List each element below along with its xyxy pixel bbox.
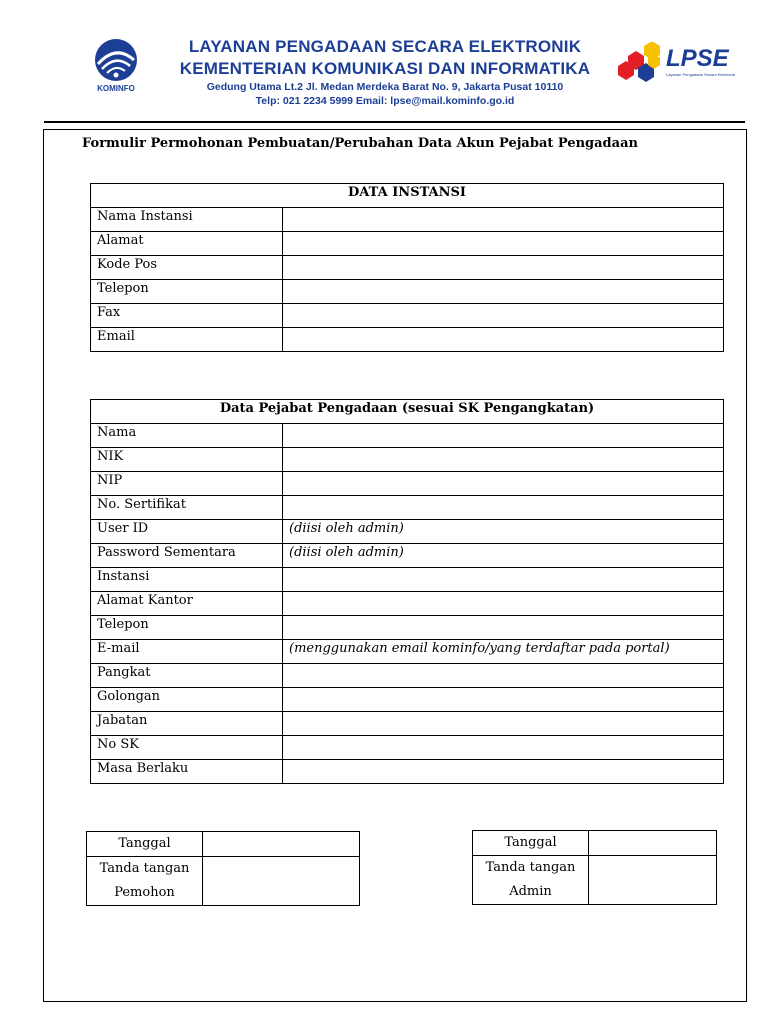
pejabat-row bbox=[91, 592, 724, 616]
pejabat-heading: Data Pejabat Pengadaan (sesuai SK Pengangkatan) bbox=[91, 400, 724, 424]
instansi-row bbox=[91, 328, 724, 352]
pejabat-row bbox=[91, 520, 724, 544]
admin-sign-label bbox=[473, 856, 589, 905]
instansi-label: Fax bbox=[91, 304, 283, 328]
admin-sign-label-line2: Admin bbox=[509, 884, 552, 899]
letterhead bbox=[0, 0, 768, 124]
instansi-row bbox=[91, 232, 724, 256]
form-title: Formulir Permohonan Pembuatan/Perubahan Data Akun Pejabat Pengadaan bbox=[82, 136, 638, 151]
pejabat-value-field[interactable] bbox=[283, 568, 724, 592]
pejabat-value-field[interactable]: (diisi oleh admin) bbox=[283, 544, 724, 568]
agency-address: Gedung Utama Lt.2 Jl. Medan Merdeka Barat No. 9, Jakarta Pusat 10110 bbox=[206, 81, 564, 93]
pejabat-label: Jabatan bbox=[91, 712, 283, 736]
pejabat-label: E-mail bbox=[91, 640, 283, 664]
instansi-table bbox=[90, 183, 724, 352]
pejabat-value-field[interactable] bbox=[283, 760, 724, 784]
instansi-value-field[interactable] bbox=[283, 208, 724, 232]
letterhead-text bbox=[160, 36, 610, 108]
pejabat-label: No SK bbox=[91, 736, 283, 760]
pejabat-value-field[interactable] bbox=[283, 664, 724, 688]
pejabat-label: Alamat Kantor bbox=[91, 592, 283, 616]
pejabat-value-field[interactable] bbox=[283, 736, 724, 760]
pejabat-label: Golongan bbox=[91, 688, 283, 712]
instansi-value-field[interactable] bbox=[283, 232, 724, 256]
admin-signature-field[interactable] bbox=[589, 856, 717, 905]
pejabat-row bbox=[91, 472, 724, 496]
pejabat-value-field[interactable]: (diisi oleh admin) bbox=[283, 520, 724, 544]
pejabat-row bbox=[91, 736, 724, 760]
pejabat-label: No. Sertifikat bbox=[91, 496, 283, 520]
instansi-row bbox=[91, 208, 724, 232]
pejabat-row bbox=[91, 616, 724, 640]
pejabat-label: NIK bbox=[91, 448, 283, 472]
admin-date-label: Tanggal bbox=[473, 831, 589, 856]
applicant-sign-label-line1: Tanda tangan bbox=[99, 861, 190, 876]
pejabat-row bbox=[91, 760, 724, 784]
instansi-label: Email bbox=[91, 328, 283, 352]
lpse-logo bbox=[614, 42, 740, 86]
pejabat-value-field[interactable] bbox=[283, 472, 724, 496]
instansi-row bbox=[91, 280, 724, 304]
applicant-date-label: Tanggal bbox=[87, 832, 203, 857]
instansi-label: Kode Pos bbox=[91, 256, 283, 280]
instansi-label: Nama Instansi bbox=[91, 208, 283, 232]
admin-date-field[interactable] bbox=[589, 831, 717, 856]
instansi-label: Telepon bbox=[91, 280, 283, 304]
applicant-sign-label-line2: Pemohon bbox=[114, 885, 175, 900]
pejabat-row bbox=[91, 496, 724, 520]
pejabat-row bbox=[91, 448, 724, 472]
pejabat-label: Masa Berlaku bbox=[91, 760, 283, 784]
instansi-value-field[interactable] bbox=[283, 280, 724, 304]
applicant-sign-label bbox=[87, 857, 203, 906]
pejabat-row bbox=[91, 688, 724, 712]
applicant-signature-table bbox=[86, 831, 360, 906]
pejabat-row bbox=[91, 664, 724, 688]
instansi-heading: DATA INSTANSI bbox=[91, 184, 724, 208]
instansi-value-field[interactable] bbox=[283, 304, 724, 328]
kominfo-logo bbox=[84, 38, 148, 96]
pejabat-label: Instansi bbox=[91, 568, 283, 592]
instansi-row bbox=[91, 256, 724, 280]
lpse-logo-subtext: Layanan Pengadaan Secara Elektronik bbox=[666, 72, 736, 77]
admin-sign-label-line1: Tanda tangan bbox=[485, 860, 576, 875]
pejabat-row bbox=[91, 640, 724, 664]
pejabat-label: Password Sementara bbox=[91, 544, 283, 568]
pejabat-label: User ID bbox=[91, 520, 283, 544]
pejabat-value-field[interactable] bbox=[283, 688, 724, 712]
applicant-date-field[interactable] bbox=[203, 832, 360, 857]
pejabat-value-field[interactable] bbox=[283, 424, 724, 448]
instansi-label: Alamat bbox=[91, 232, 283, 256]
pejabat-value-field[interactable]: (menggunakan email kominfo/yang terdaftar pada portal) bbox=[283, 640, 724, 664]
agency-contact: Telp: 021 2234 5999 Email: lpse@mail.kominfo.go.id bbox=[255, 95, 515, 107]
instansi-row bbox=[91, 304, 724, 328]
lpse-logo-text: LPSE bbox=[666, 45, 729, 72]
pejabat-label: NIP bbox=[91, 472, 283, 496]
admin-signature-table bbox=[472, 830, 717, 905]
pejabat-table bbox=[90, 399, 724, 784]
ministry-title: KEMENTERIAN KOMUNIKASI DAN INFORMATIKA bbox=[179, 59, 591, 78]
agency-title: LAYANAN PENGADAAN SECARA ELEKTRONIK bbox=[188, 37, 582, 56]
kominfo-emblem-icon bbox=[84, 38, 148, 84]
pejabat-label: Telepon bbox=[91, 616, 283, 640]
instansi-value-field[interactable] bbox=[283, 328, 724, 352]
pejabat-value-field[interactable] bbox=[283, 712, 724, 736]
letterhead-divider bbox=[44, 121, 745, 123]
pejabat-row bbox=[91, 544, 724, 568]
pejabat-value-field[interactable] bbox=[283, 616, 724, 640]
pejabat-label: Nama bbox=[91, 424, 283, 448]
pejabat-row bbox=[91, 712, 724, 736]
kominfo-logo-text: KOMINFO bbox=[97, 84, 135, 93]
pejabat-value-field[interactable] bbox=[283, 496, 724, 520]
pejabat-value-field[interactable] bbox=[283, 448, 724, 472]
pejabat-label: Pangkat bbox=[91, 664, 283, 688]
pejabat-value-field[interactable] bbox=[283, 592, 724, 616]
instansi-value-field[interactable] bbox=[283, 256, 724, 280]
pejabat-row bbox=[91, 568, 724, 592]
applicant-signature-field[interactable] bbox=[203, 857, 360, 906]
pejabat-row bbox=[91, 424, 724, 448]
